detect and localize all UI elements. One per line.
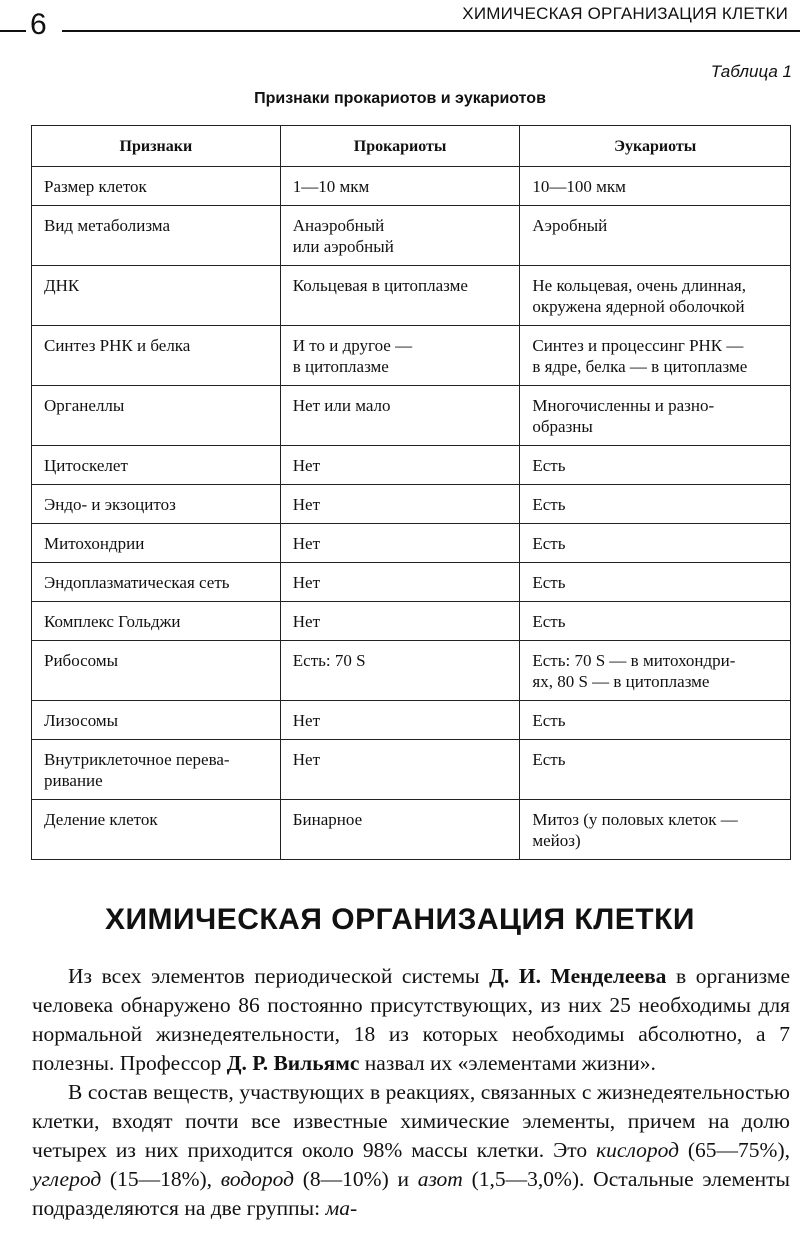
prokaryote-cell: Нет <box>280 701 520 740</box>
table-row <box>32 563 791 602</box>
eukaryote-cell: Есть <box>520 446 791 485</box>
table-row <box>32 641 791 701</box>
table-row <box>32 386 791 446</box>
eukaryote-cell: Митоз (у половых клеток — мейоз) <box>520 800 791 860</box>
prokaryote-cell: Нет <box>280 524 520 563</box>
prokaryote-cell: Нет <box>280 485 520 524</box>
prokaryote-cell: Нет <box>280 602 520 641</box>
prokaryote-cell: Кольцевая в цитоплазме <box>280 266 520 326</box>
page-header <box>0 0 800 46</box>
header-cell-prokaryotes: Прокариоты <box>280 126 520 167</box>
prokaryote-cell: Нет <box>280 740 520 800</box>
eukaryote-cell: Синтез и процессинг РНК — в ядре, белка — в цитоплазме <box>520 326 791 386</box>
table-row <box>32 206 791 266</box>
table-label: Таблица 1 <box>710 62 792 81</box>
text-run: Из всех элементов периодической системы <box>68 964 490 988</box>
table-row <box>32 446 791 485</box>
section-title: ХИМИЧЕСКАЯ ОРГАНИЗАЦИЯ КЛЕТКИ <box>104 903 695 936</box>
element-term: углерод <box>32 1167 102 1191</box>
eukaryote-cell: Аэробный <box>520 206 791 266</box>
text-run: (65—75%), <box>678 1138 791 1162</box>
table-row <box>32 740 791 800</box>
text-run: (15—18%), <box>101 1167 221 1191</box>
eukaryote-cell: Есть: 70 S — в митохондри- ях, 80 S — в цитоплазме <box>520 641 791 701</box>
feature-cell: Органеллы <box>32 386 281 446</box>
feature-cell: Митохондрии <box>32 524 281 563</box>
feature-cell: Лизосомы <box>32 701 281 740</box>
prokaryote-cell: Нет <box>280 446 520 485</box>
prokaryote-cell: Бинарное <box>280 800 520 860</box>
body-text <box>32 962 790 1223</box>
table-header-row <box>32 126 791 167</box>
element-term: кислород <box>596 1138 679 1162</box>
eukaryote-cell: Есть <box>520 602 791 641</box>
feature-cell: Эндо- и экзоцитоз <box>32 485 281 524</box>
prokaryote-cell: Нет или мало <box>280 386 520 446</box>
feature-cell: Эндоплазматическая сеть <box>32 563 281 602</box>
feature-cell: Размер клеток <box>32 167 281 206</box>
feature-cell: Вид метаболизма <box>32 206 281 266</box>
person-name: Д. Р. Вильямс <box>226 1051 360 1075</box>
eukaryote-cell: Есть <box>520 701 791 740</box>
table-row <box>32 266 791 326</box>
table-row <box>32 800 791 860</box>
table-row <box>32 326 791 386</box>
eukaryote-cell: Многочисленны и разно- образны <box>520 386 791 446</box>
feature-cell: Рибосомы <box>32 641 281 701</box>
text-run: (1,5—3,0%). Остальные элементы подразделяются на две группы: <box>32 1167 790 1220</box>
header-rule-right <box>62 30 800 32</box>
element-term: азот <box>417 1167 463 1191</box>
prokaryote-cell: 1—10 мкм <box>280 167 520 206</box>
comparison-table <box>31 125 791 860</box>
element-term: водород <box>220 1167 295 1191</box>
prokaryote-cell: Есть: 70 S <box>280 641 520 701</box>
eukaryote-cell: Не кольцевая, очень длинная, окружена ядерной оболочкой <box>520 266 791 326</box>
page-number: 6 <box>30 8 47 41</box>
header-rule-left <box>0 30 26 32</box>
paragraph-1 <box>32 962 790 1078</box>
feature-cell: Деление клеток <box>32 800 281 860</box>
eukaryote-cell: Есть <box>520 740 791 800</box>
text-run: назвал их «элементами жизни». <box>359 1051 656 1075</box>
table-row <box>32 701 791 740</box>
prokaryote-cell: Нет <box>280 563 520 602</box>
table-title: Признаки прокариотов и эукариотов <box>254 90 546 107</box>
table-row <box>32 602 791 641</box>
running-title: ХИМИЧЕСКАЯ ОРГАНИЗАЦИЯ КЛЕТКИ <box>462 4 788 23</box>
eukaryote-cell: Есть <box>520 524 791 563</box>
feature-cell: Комплекс Гольджи <box>32 602 281 641</box>
text-run: В состав веществ, участвующих в реакциях, связанных с жизнедеятельностью клетки, входят почти все известные химические элементы, причем на долю четырех из них приходится около 98% массы клетки. Это <box>32 1080 790 1162</box>
prokaryote-cell: И то и другое — в цитоплазме <box>280 326 520 386</box>
text-run: (8—10%) и <box>294 1167 418 1191</box>
eukaryote-cell: 10—100 мкм <box>520 167 791 206</box>
table-row <box>32 524 791 563</box>
table-row <box>32 485 791 524</box>
feature-cell: Внутриклеточное перева- ривание <box>32 740 281 800</box>
feature-cell: Цитоскелет <box>32 446 281 485</box>
prokaryote-cell: Анаэробный или аэробный <box>280 206 520 266</box>
feature-cell: ДНК <box>32 266 281 326</box>
table-row <box>32 167 791 206</box>
element-term: ма- <box>325 1196 358 1220</box>
header-cell-eukaryotes: Эукариоты <box>520 126 791 167</box>
feature-cell: Синтез РНК и белка <box>32 326 281 386</box>
text-run: в организме человека обнаружено 86 постоянно присутствующих, из них 25 необходимы для нормальной жизнедеятельности, 18 из которых необходимы абсолютно, а 7 полезны. Профессор <box>32 964 790 1075</box>
eukaryote-cell: Есть <box>520 485 791 524</box>
paragraph-2 <box>32 1078 790 1223</box>
person-name: Д. И. Менделеева <box>489 964 667 988</box>
eukaryote-cell: Есть <box>520 563 791 602</box>
header-cell-features: Признаки <box>32 126 281 167</box>
